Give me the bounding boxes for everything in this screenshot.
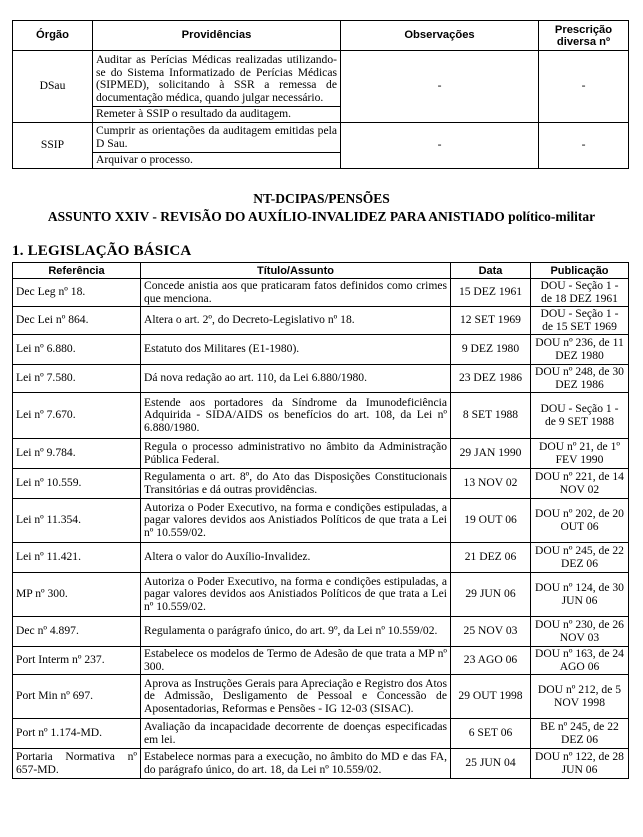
data-cell: 29 JUN 06 <box>451 573 531 617</box>
data-cell: 25 JUN 04 <box>451 749 531 779</box>
titulo-cell: Dá nova redação ao art. 110, da Lei 6.880/1980. <box>141 365 451 393</box>
referencia-cell: MP nº 300. <box>13 573 141 617</box>
data-cell: 8 SET 1988 <box>451 393 531 439</box>
table-row <box>13 469 629 499</box>
referencia-cell: Dec nº 4.897. <box>13 617 141 647</box>
table-row <box>13 573 629 617</box>
titulo-cell: Regulamenta o art. 8º, do Ato das Disposições Constitucionais Transitórias e dá outras providências. <box>141 469 451 499</box>
titulo-cell: Altera o valor do Auxílio-Invalidez. <box>141 543 451 573</box>
data-cell: 15 DEZ 1961 <box>451 279 531 307</box>
document-title: NT-DCIPAS/PENSÕES <box>253 191 390 206</box>
data-cell: 23 AGO 06 <box>451 647 531 675</box>
titulo-cell: Regula o processo administrativo no âmbito da Administração Pública Federal. <box>141 439 451 469</box>
orgao-cell: DSau <box>13 51 93 123</box>
titulo-cell: Altera o art. 2º, do Decreto-Legislativo nº 18. <box>141 307 451 335</box>
referencia-cell: Lei nº 7.580. <box>13 365 141 393</box>
titulo-cell: Avaliação da incapacidade decorrente de doenças especificadas em lei. <box>141 719 451 749</box>
publicacao-cell: DOU nº 248, de 30 DEZ 1986 <box>531 365 629 393</box>
legislacao-header-row <box>13 263 629 279</box>
referencia-cell: Lei nº 11.354. <box>13 499 141 543</box>
header-data: Data <box>451 263 531 279</box>
publicacao-cell: DOU - Seção 1 - de 9 SET 1988 <box>531 393 629 439</box>
table-row <box>13 365 629 393</box>
observacoes-cell: - <box>341 123 539 169</box>
titulo-cell: Aprova as Instruções Gerais para Apreciação e Registro dos Atos de Admissão, Desligamento de Pessoal e Concessão de Aposentadorias, Reformas e Pensões - IG 12-03 (SISAC). <box>141 675 451 719</box>
publicacao-cell: DOU - Seção 1 - de 18 DEZ 1961 <box>531 279 629 307</box>
header-orgao: Órgão <box>13 21 93 51</box>
table-row <box>13 647 629 675</box>
publicacao-cell: BE nº 245, de 22 DEZ 06 <box>531 719 629 749</box>
table-row <box>13 335 629 365</box>
data-cell: 13 NOV 02 <box>451 469 531 499</box>
referencia-cell: Lei nº 10.559. <box>13 469 141 499</box>
table-row <box>13 499 629 543</box>
data-cell: 12 SET 1969 <box>451 307 531 335</box>
table-row <box>13 543 629 573</box>
titulo-cell: Autoriza o Poder Executivo, na forma e condições estipuladas, a pagar valores devidos aos Anistiados Políticos de que trata a Lei nº 10.559/02. <box>141 573 451 617</box>
referencia-cell: Lei nº 6.880. <box>13 335 141 365</box>
publicacao-cell: DOU nº 21, de 1º FEV 1990 <box>531 439 629 469</box>
titulo-cell: Estabelece normas para a execução, no âmbito do MD e das FA, do parágrafo único, do art. 18, da Lei nº 10.559/02. <box>141 749 451 779</box>
titulo-cell: Estabelece os modelos de Termo de Adesão de que trata a MP nº 300. <box>141 647 451 675</box>
data-cell: 29 OUT 1998 <box>451 675 531 719</box>
data-cell: 6 SET 06 <box>451 719 531 749</box>
header-prescricao <box>539 21 629 51</box>
table-row <box>13 439 629 469</box>
header-prescricao-line2: diversa nº <box>556 35 611 48</box>
referencia-cell: Port Interm nº 237. <box>13 647 141 675</box>
table-row <box>13 617 629 647</box>
referencia-cell: Portaria Normativa nº 657-MD. <box>13 749 141 779</box>
titulo-cell: Estende aos portadores da Síndrome da Imunodeficiência Adquirida - SIDA/AIDS os benefícios do art. 108, da Lei nº 6.880/1980. <box>141 393 451 439</box>
providencia-item: Arquivar o processo. <box>93 152 340 167</box>
publicacao-cell: DOU - Seção 1 - de 15 SET 1969 <box>531 307 629 335</box>
referencia-cell: Dec Leg nº 18. <box>13 279 141 307</box>
header-observacoes: Observações <box>341 21 539 51</box>
titulo-cell: Autoriza o Poder Executivo, na forma e condições estipuladas, a pagar valores devidos aos Anistiados Políticos de que trata a Lei nº 10.559/02. <box>141 499 451 543</box>
header-publicacao: Publicação <box>531 263 629 279</box>
publicacao-cell: DOU nº 230, de 26 NOV 03 <box>531 617 629 647</box>
referencia-cell: Port nº 1.174-MD. <box>13 719 141 749</box>
data-cell: 25 NOV 03 <box>451 617 531 647</box>
publicacao-cell: DOU nº 245, de 22 DEZ 06 <box>531 543 629 573</box>
publicacao-cell: DOU nº 221, de 14 NOV 02 <box>531 469 629 499</box>
providencias-row-ssip <box>13 123 629 169</box>
titulo-cell: Regulamenta o parágrafo único, do art. 9º, da Lei nº 10.559/02. <box>141 617 451 647</box>
providencia-item: Cumprir as orientações da auditagem emitidas pela D Sau. <box>96 124 337 150</box>
publicacao-cell: DOU nº 163, de 24 AGO 06 <box>531 647 629 675</box>
titulo-cell: Estatuto dos Militares (E1-1980). <box>141 335 451 365</box>
providencias-cell <box>93 123 341 169</box>
legislacao-body <box>13 279 629 779</box>
header-prescricao-line1: Prescrição <box>554 23 613 36</box>
section-heading: 1. LEGISLAÇÃO BÁSICA <box>12 243 192 259</box>
data-cell: 9 DEZ 1980 <box>451 335 531 365</box>
assunto-title: ASSUNTO XXIV - REVISÃO DO AUXÍLIO-INVALIDEZ PARA ANISTIADO político-militar <box>47 209 596 224</box>
data-cell: 29 JAN 1990 <box>451 439 531 469</box>
referencia-cell: Lei nº 11.421. <box>13 543 141 573</box>
data-cell: 23 DEZ 1986 <box>451 365 531 393</box>
table-row <box>13 675 629 719</box>
referencia-cell: Port Min nº 697. <box>13 675 141 719</box>
table-row <box>13 307 629 335</box>
titulo-cell: Concede anistia aos que praticaram fatos definidos como crimes que menciona. <box>141 279 451 307</box>
header-providencias: Providências <box>93 21 341 51</box>
observacoes-cell: - <box>341 51 539 123</box>
prescricao-cell: - <box>539 51 629 123</box>
prescricao-cell: - <box>539 123 629 169</box>
providencias-cell <box>93 51 341 123</box>
legislacao-table <box>12 262 629 779</box>
header-titulo: Título/Assunto <box>141 263 451 279</box>
orgao-cell: SSIP <box>13 123 93 169</box>
publicacao-cell: DOU nº 124, de 30 JUN 06 <box>531 573 629 617</box>
table-row <box>13 279 629 307</box>
referencia-cell: Lei nº 7.670. <box>13 393 141 439</box>
providencia-item: Auditar as Perícias Médicas realizadas utilizando-se do Sistema Informatizado de Perícias Médicas (SIPMED), solicitando à SSR a remessa de documentação médica, quando julgar necessário. <box>96 53 337 104</box>
providencias-table <box>12 20 629 169</box>
providencia-item: Remeter à SSIP o resultado da auditagem. <box>93 106 340 121</box>
table-row <box>13 719 629 749</box>
data-cell: 21 DEZ 06 <box>451 543 531 573</box>
publicacao-cell: DOU nº 212, de 5 NOV 1998 <box>531 675 629 719</box>
publicacao-cell: DOU nº 122, de 28 JUN 06 <box>531 749 629 779</box>
referencia-cell: Lei nº 9.784. <box>13 439 141 469</box>
providencias-header-row <box>13 21 629 51</box>
publicacao-cell: DOU nº 236, de 11 DEZ 1980 <box>531 335 629 365</box>
providencias-row-dsau <box>13 51 629 123</box>
publicacao-cell: DOU nº 202, de 20 OUT 06 <box>531 499 629 543</box>
header-referencia: Referência <box>13 263 141 279</box>
table-row <box>13 749 629 779</box>
referencia-cell: Dec Lei nº 864. <box>13 307 141 335</box>
data-cell: 19 OUT 06 <box>451 499 531 543</box>
table-row <box>13 393 629 439</box>
